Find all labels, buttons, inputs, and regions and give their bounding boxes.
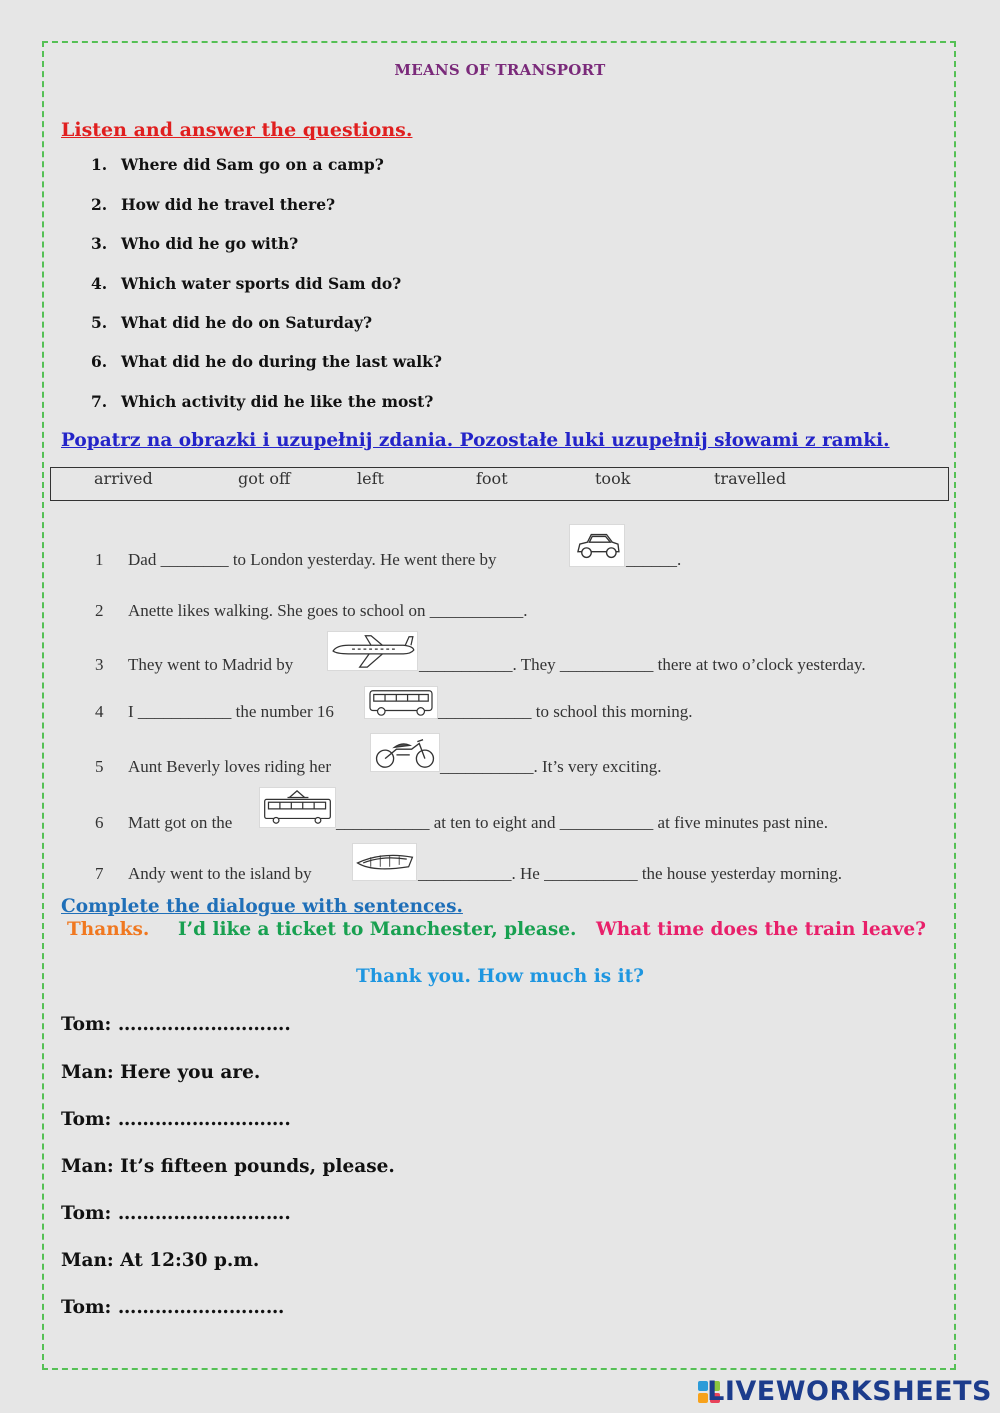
sentence-number: 2 xyxy=(95,601,104,620)
dialogue-line-tom[interactable]: Tom: ………………………. xyxy=(61,1014,291,1035)
question-item xyxy=(91,274,401,293)
answer-blank[interactable]: ________ xyxy=(160,550,229,569)
sentence-text: I ___________ the number 16 xyxy=(128,702,334,721)
question-item xyxy=(91,352,442,371)
word-bank-item: arrived xyxy=(94,469,153,488)
airplane-icon xyxy=(327,631,418,671)
dialogue-line-man: Man: At 12:30 p.m. xyxy=(61,1250,260,1271)
dialogue-option: Thank you. How much is it? xyxy=(356,966,644,987)
sentence-5-continued: ___________. It’s very exciting. xyxy=(440,757,662,776)
dialogue-line-tom[interactable]: Tom: ……………………… xyxy=(61,1297,285,1318)
sentence-number: 3 xyxy=(95,655,104,674)
tram-icon xyxy=(259,787,336,828)
sentence-text: Andy went to the island by xyxy=(128,864,312,883)
dialogue-line-tom[interactable]: Tom: ………………………. xyxy=(61,1109,291,1130)
dialogue-option: What time does the train leave? xyxy=(596,919,927,940)
sentence-number: 7 xyxy=(95,864,104,883)
question-number: 7. xyxy=(91,392,108,411)
sentence-7-continued: ___________. He ___________ the house yesterday morning. xyxy=(418,864,842,883)
question-text: What did he do on Saturday? xyxy=(121,313,373,332)
sentence-text: Anette likes walking. She goes to school on ___________. xyxy=(128,601,528,620)
question-item xyxy=(91,155,384,174)
page-title: MEANS OF TRANSPORT xyxy=(394,61,606,79)
sentence-6-continued: ___________ at ten to eight and ___________ at five minutes past nine. xyxy=(336,813,828,832)
sentence-2 xyxy=(95,601,527,621)
question-text: Where did Sam go on a camp? xyxy=(121,155,384,174)
dialogue-option: I’d like a ticket to Manchester, please. xyxy=(178,919,577,940)
answer-blank[interactable]: ______. xyxy=(626,550,682,569)
word-bank-item: left xyxy=(357,469,384,488)
word-bank-item: foot xyxy=(476,469,508,488)
word-bank-item: travelled xyxy=(714,469,787,488)
sentence-text: to London yesterday. He went there by xyxy=(228,550,497,569)
sentence-4 xyxy=(95,702,334,722)
sentence-text: Aunt Beverly loves riding her xyxy=(128,757,332,776)
question-item xyxy=(91,234,298,253)
sentence-number: 5 xyxy=(95,757,104,776)
dialogue-line-man: Man: Here you are. xyxy=(61,1062,261,1083)
question-number: 3. xyxy=(91,234,108,253)
question-number: 2. xyxy=(91,195,108,214)
bus-icon xyxy=(364,686,438,719)
sentence-1 xyxy=(95,550,497,570)
sentence-number: 6 xyxy=(95,813,104,832)
question-number: 1. xyxy=(91,155,108,174)
car-icon xyxy=(569,524,625,567)
word-bank-item: took xyxy=(595,469,631,488)
sentence-7 xyxy=(95,864,312,884)
sentence-number: 1 xyxy=(95,550,104,569)
question-item xyxy=(91,195,335,214)
sentence-number: 4 xyxy=(95,702,104,721)
dialogue-line-tom[interactable]: Tom: ………………………. xyxy=(61,1203,291,1224)
question-text: What did he do during the last walk? xyxy=(121,352,442,371)
dialogue-heading: Complete the dialogue with sentences. xyxy=(61,896,463,917)
question-text: Which activity did he like the most? xyxy=(121,392,434,411)
gap-fill-heading: Popatrz na obrazki i uzupełnij zdania. Pozostałe luki uzupełnij słowami z ramki. xyxy=(61,430,890,451)
sentence-text: Matt got on the xyxy=(128,813,233,832)
question-text: Who did he go with? xyxy=(121,234,299,253)
boat-icon xyxy=(352,843,417,881)
question-item xyxy=(91,313,372,332)
sentence-text: Dad xyxy=(128,550,161,569)
sentence-3 xyxy=(95,655,293,675)
question-text: How did he travel there? xyxy=(121,195,336,214)
question-number: 6. xyxy=(91,352,108,371)
question-number: 4. xyxy=(91,274,108,293)
dialogue-option: Thanks. xyxy=(67,919,150,940)
question-item xyxy=(91,392,433,411)
brand-logo[interactable]: LIVEWORKSHEETS xyxy=(707,1376,992,1407)
sentence-3-continued: ___________. They ___________ there at two o’clock yesterday. xyxy=(419,655,866,674)
sentence-4-continued: ___________ to school this morning. xyxy=(438,702,693,721)
sentence-text: They went to Madrid by xyxy=(128,655,294,674)
listening-heading: Listen and answer the questions. xyxy=(61,119,413,141)
sentence-6 xyxy=(95,813,232,833)
word-bank-item: got off xyxy=(238,469,291,488)
question-number: 5. xyxy=(91,313,108,332)
dialogue-line-man: Man: It’s fifteen pounds, please. xyxy=(61,1156,395,1177)
question-text: Which water sports did Sam do? xyxy=(121,274,402,293)
motorbike-icon xyxy=(370,733,440,772)
sentence-5 xyxy=(95,757,331,777)
